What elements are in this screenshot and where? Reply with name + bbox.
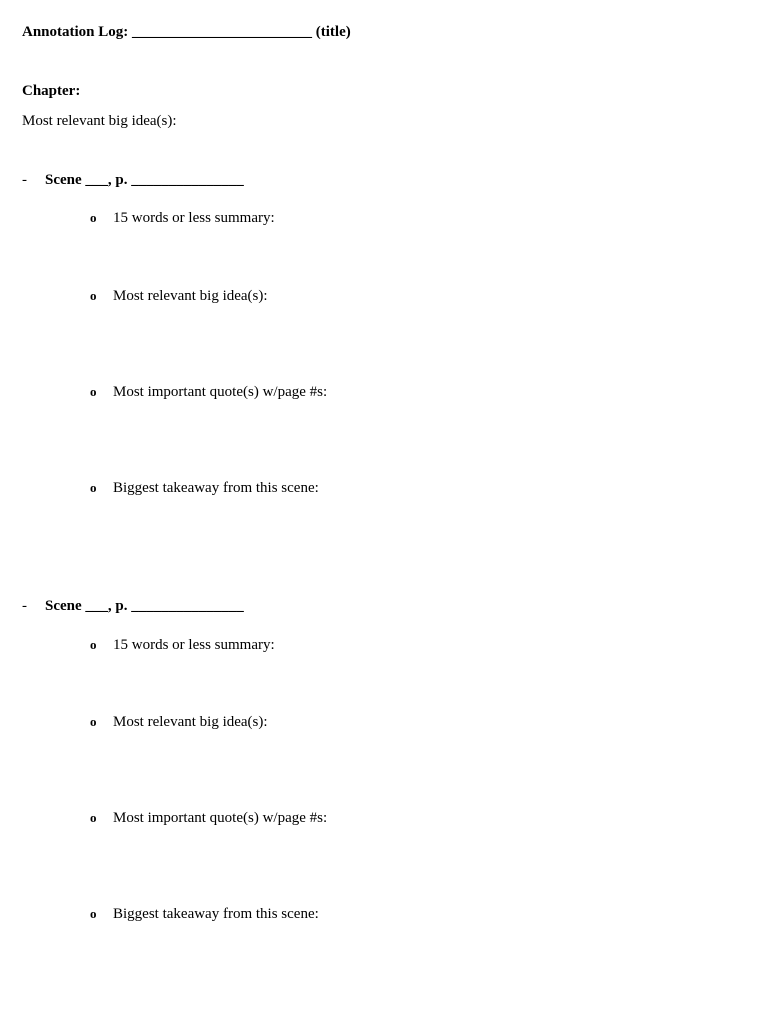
summary-prompt: 15 words or less summary: <box>113 210 275 226</box>
dash-marker: - <box>22 172 27 188</box>
bullet-marker: o <box>90 384 97 399</box>
bullet-marker: o <box>90 906 97 921</box>
scene-heading: Scene ___, p. _______________ <box>45 172 244 188</box>
bullet-marker: o <box>90 637 97 652</box>
chapter-label: Chapter: <box>22 83 81 99</box>
bullet-marker: o <box>90 288 97 303</box>
scene-heading: Scene ___, p. _______________ <box>45 598 244 614</box>
big-idea-prompt: Most relevant big idea(s): <box>113 714 268 730</box>
summary-prompt: 15 words or less summary: <box>113 637 275 653</box>
bullet-marker: o <box>90 480 97 495</box>
bullet-marker: o <box>90 810 97 825</box>
bullet-marker: o <box>90 210 97 225</box>
takeaway-prompt: Biggest takeaway from this scene: <box>113 906 319 922</box>
dash-marker: - <box>22 598 27 614</box>
annotation-log-title: Annotation Log: ________________________ (title) <box>22 24 351 40</box>
chapter-big-idea-prompt: Most relevant big idea(s): <box>22 113 177 129</box>
quote-prompt: Most important quote(s) w/page #s: <box>113 810 328 826</box>
big-idea-prompt: Most relevant big idea(s): <box>113 288 268 304</box>
bullet-marker: o <box>90 714 97 729</box>
takeaway-prompt: Biggest takeaway from this scene: <box>113 480 319 496</box>
quote-prompt: Most important quote(s) w/page #s: <box>113 384 328 400</box>
